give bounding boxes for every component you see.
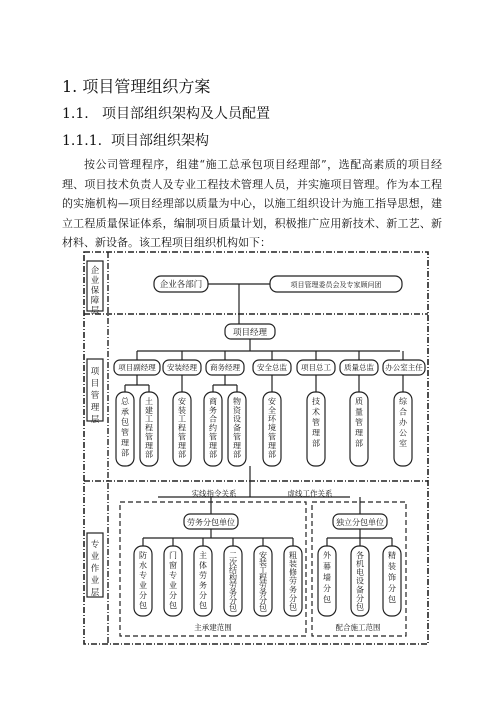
label-independent-sub-2: 各机电设备分包: [356, 551, 364, 612]
heading-2-number: 1.1.: [62, 106, 89, 122]
label-department-9: 综合办公室: [399, 397, 407, 448]
label-company-depts: 企业各部门: [159, 280, 203, 290]
label-labor-sub-4: 二次结构劳务分包: [229, 551, 237, 613]
label-department-7: 技术管理部: [312, 397, 320, 448]
department-boxes: [116, 392, 412, 466]
label-labor-sub-5: 安装工程劳务分包: [259, 551, 267, 613]
label-department-5: 物资设备管理部: [233, 397, 241, 460]
label-department-6: 安全环境管理部: [268, 397, 276, 460]
label-committee: 项目管理委员会及专家顾问团: [290, 281, 382, 289]
label-department-2: 土建工程管理部: [145, 397, 153, 460]
layer-label-project: 项目管理层: [90, 367, 100, 425]
labor-sub-boxes: [134, 538, 302, 616]
label-deputy-4: 安全总监: [257, 363, 287, 372]
label-contract-relation: 实线指令关系: [191, 489, 237, 498]
label-labor-sub-1: 防水专业分包: [139, 551, 147, 610]
label-department-3: 安装工程管理部: [178, 397, 186, 460]
label-project-manager: 项目经理: [232, 328, 268, 338]
layer-label-operation: 专业作业层: [90, 540, 100, 598]
label-labor-sub-2: 门窗专业分包: [169, 551, 177, 610]
org-chart-frame: [84, 252, 428, 644]
heading-2-text: 项目部组织架构及人员配置: [102, 106, 270, 122]
label-deputy-3: 商务经理: [210, 363, 240, 372]
label-department-8: 质量管理部: [355, 397, 363, 448]
label-department-1: 总承包管理部: [121, 397, 129, 458]
heading-level-1: 1. 项目管理组织方案: [62, 77, 211, 96]
label-main-scope: 主承建范围: [194, 623, 232, 632]
label-virtual-relation: 虚线工作关系: [287, 489, 333, 498]
label-independent-sub-3: 精装饰分包: [388, 551, 396, 604]
label-deputy-1: 项目副经理: [118, 363, 156, 372]
heading-3-text: 项目部组织架构: [111, 133, 209, 149]
label-deputy-7: 办公室主任: [385, 363, 423, 372]
body-paragraph: 按公司管理程序，组建“施工总承包项目经理部”，选配高素质的项目经理、项目技术负责人及专业工程技术管理人员，并实施项目管理。作为本工程的实施机构—项目经理部以质量为中心，以施工组织设计为施工指导思想，建立工程质量保证体系，编制项目质量计划，积极推广应用新技术、新工艺、新材料、新设备。该工程项目组织机构如下：: [62, 158, 442, 249]
label-labor-sub-3: 主体劳务分包: [199, 551, 207, 610]
layer-label-enterprise: 企业保障层: [90, 266, 100, 316]
label-deputy-2: 安装经理: [167, 363, 197, 372]
heading-3-number: 1.1.1.: [62, 133, 103, 149]
label-department-4: 商务合约管理部: [209, 397, 217, 460]
label-independent-sub-1: 外幕墙分包: [323, 551, 331, 604]
label-deputy-5: 项目总工: [301, 363, 331, 372]
label-independent-unit: 独立分包单位: [336, 518, 384, 527]
label-labor-unit: 劳务分包单位: [187, 518, 235, 527]
label-deputy-6: 质量总监: [344, 363, 374, 372]
label-labor-sub-6: 粗装修劳务分包: [289, 551, 297, 612]
label-support-scope: 配合施工范围: [335, 623, 381, 632]
